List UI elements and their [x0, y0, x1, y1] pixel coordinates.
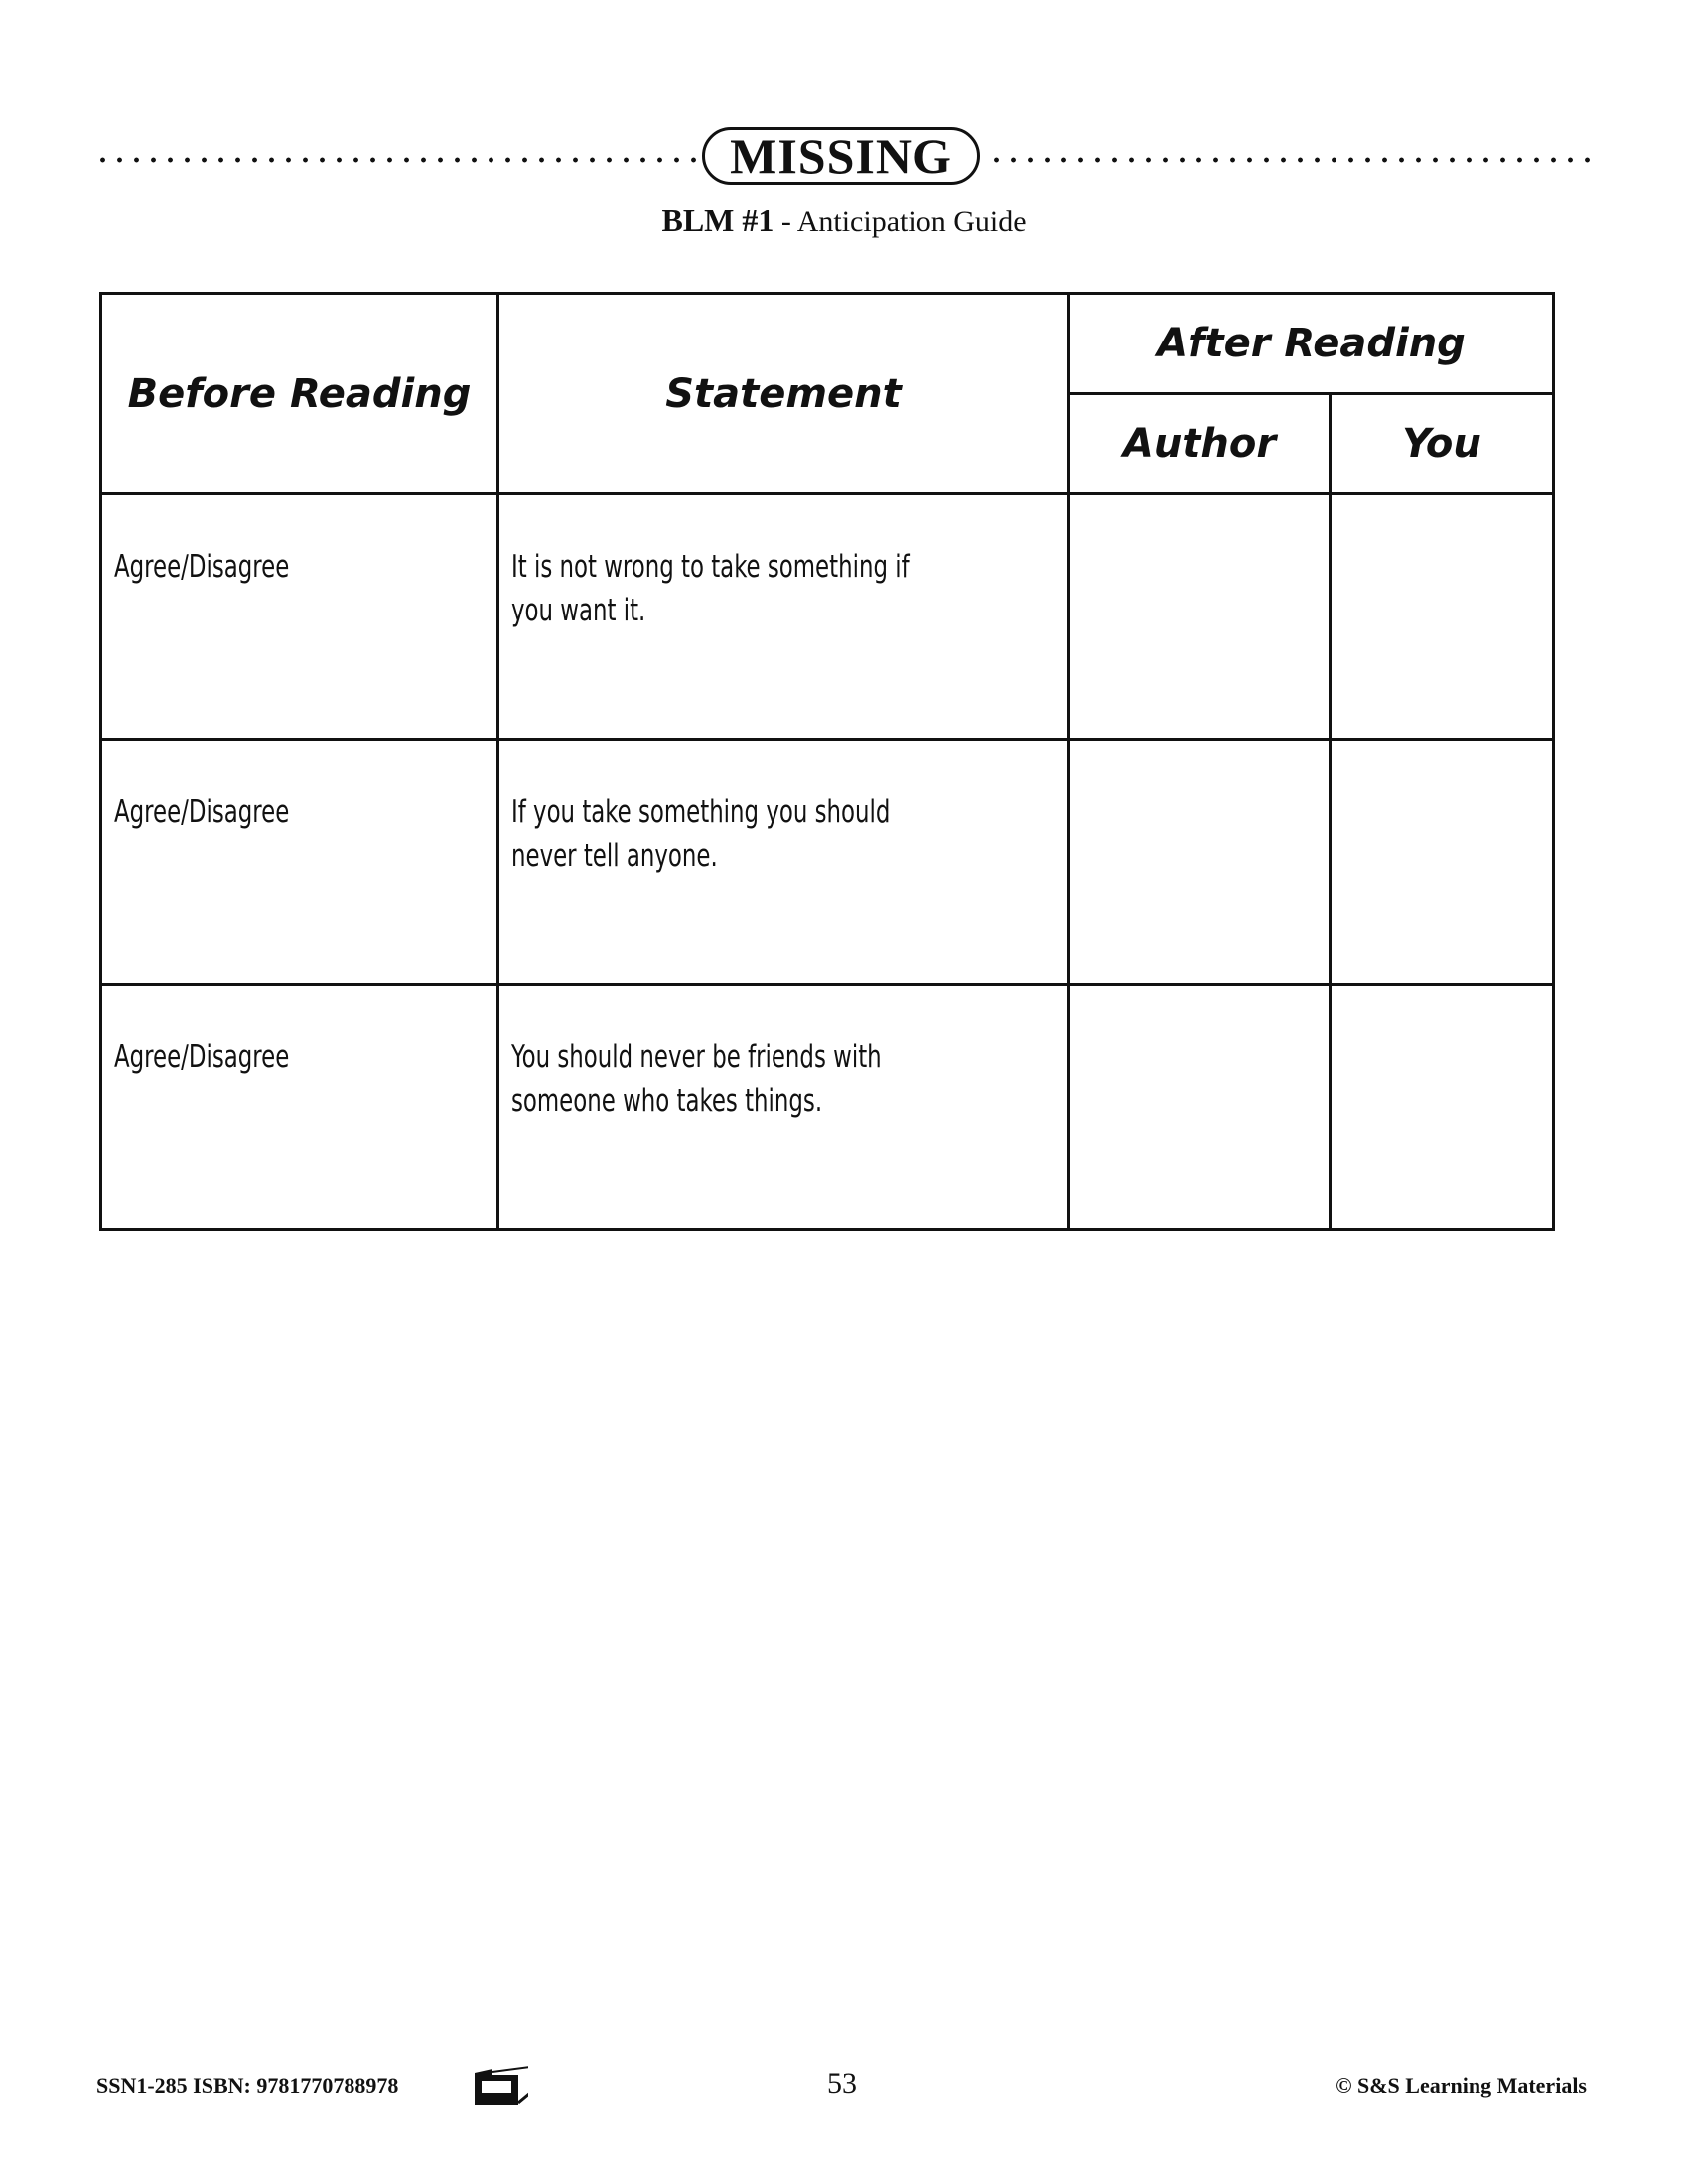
footer-copyright: © S&S Learning Materials	[1336, 2073, 1587, 2098]
statement-cell	[498, 494, 1069, 740]
you-cell[interactable]	[1331, 494, 1554, 740]
author-cell[interactable]	[1069, 494, 1331, 740]
page-number: 53	[827, 2067, 857, 2100]
author-cell[interactable]	[1069, 740, 1331, 985]
table-row	[101, 740, 1554, 985]
statement-cell	[498, 740, 1069, 985]
page-header	[94, 127, 1594, 187]
header-before-reading: Before Reading	[101, 294, 498, 494]
agree-disagree-label: Agree/Disagree	[114, 1039, 290, 1075]
statement-line: someone who takes things.	[511, 1083, 823, 1119]
page-title: MISSING	[730, 128, 952, 184]
table-row	[101, 494, 1554, 740]
statement-line: It is not wrong to take something if	[511, 549, 910, 585]
dotted-rule-left	[94, 157, 700, 163]
agree-disagree-label: Agree/Disagree	[114, 549, 290, 585]
agree-disagree-label: Agree/Disagree	[114, 794, 290, 830]
before-reading-cell[interactable]	[101, 740, 498, 985]
statement-line: you want it.	[511, 593, 646, 628]
statement-line: never tell anyone.	[511, 838, 718, 874]
header-after-reading: After Reading	[1069, 294, 1554, 394]
footer-isbn: SSN1-285 ISBN: 9781770788978	[96, 2073, 399, 2098]
statement-cell	[498, 985, 1069, 1230]
you-cell[interactable]	[1331, 740, 1554, 985]
before-reading-cell[interactable]	[101, 494, 498, 740]
header-statement: Statement	[498, 294, 1069, 494]
table-row	[101, 985, 1554, 1230]
page-footer	[0, 2065, 1688, 2105]
subtitle-separator: -	[774, 205, 797, 238]
dotted-rule-right	[988, 157, 1594, 163]
statement-line: If you take something you should	[511, 794, 891, 830]
anticipation-guide-table	[99, 292, 1555, 1231]
subtitle-code: BLM #1	[661, 203, 774, 238]
author-cell[interactable]	[1069, 985, 1331, 1230]
before-reading-cell[interactable]	[101, 985, 498, 1230]
you-cell[interactable]	[1331, 985, 1554, 1230]
header-you: You	[1331, 394, 1554, 494]
subtitle	[0, 203, 1688, 239]
statement-line: You should never be friends with	[511, 1039, 882, 1075]
header-author: Author	[1069, 394, 1331, 494]
subtitle-text: Anticipation Guide	[796, 205, 1027, 238]
title-oval	[702, 127, 980, 185]
photocopier-icon	[473, 2065, 528, 2107]
